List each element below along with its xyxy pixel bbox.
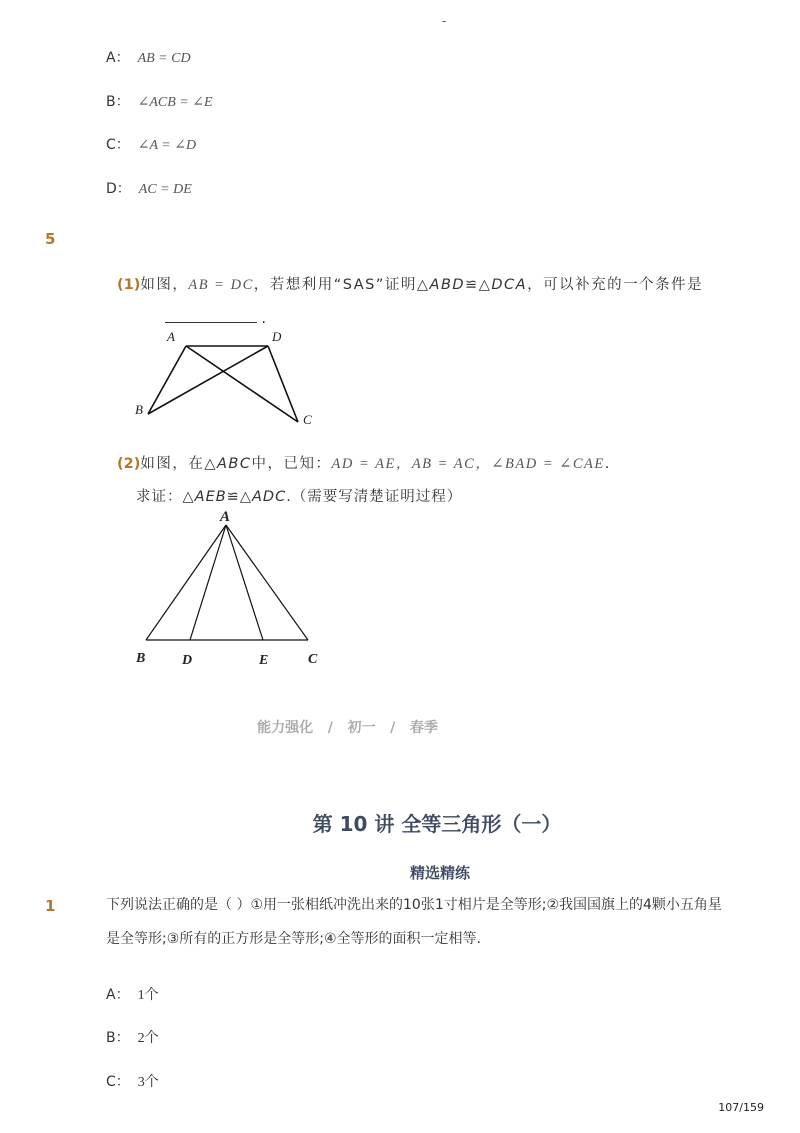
footer-text: 初一 bbox=[347, 720, 376, 736]
footer-text: 能力强化 bbox=[257, 720, 314, 736]
figure-triangle bbox=[128, 505, 328, 670]
label-d: D bbox=[182, 653, 193, 668]
option-label: A： bbox=[106, 987, 130, 1003]
option-text: 3个 bbox=[137, 1075, 159, 1090]
top-mark: - bbox=[442, 14, 447, 28]
page-number: 107/159 bbox=[718, 1101, 764, 1114]
text: . bbox=[604, 456, 611, 472]
math-expression: △ABD≌△DCA bbox=[416, 277, 528, 293]
option-text: 1个 bbox=[137, 988, 159, 1003]
text: .（需要写清楚证明过程） bbox=[286, 489, 463, 505]
text: . bbox=[261, 311, 266, 327]
option-label: B： bbox=[106, 1030, 130, 1046]
option-d bbox=[106, 178, 192, 198]
proof-requirement bbox=[136, 485, 462, 506]
figure-quadrilateral bbox=[130, 326, 330, 430]
question-text: 下列说法正确的是（ ）①用一张相纸冲洗出来的10张1寸相片是全等形;②我国国旗上的4颗小五角星是全等形;③所有的正方形是全等形;④全等形的面积一定相等. bbox=[106, 897, 722, 947]
question-number: 5 bbox=[45, 230, 56, 248]
answer-blank bbox=[165, 310, 266, 327]
text: 如图， bbox=[140, 277, 189, 293]
option-a bbox=[106, 47, 191, 67]
label-b: B bbox=[136, 651, 146, 666]
option-label: D： bbox=[106, 181, 131, 197]
text: 如图，在 bbox=[140, 456, 205, 472]
text: 求证： bbox=[136, 489, 183, 505]
math-expression: AD = AE，AB = AC，∠BAD = ∠CAE bbox=[331, 456, 605, 472]
option-b bbox=[106, 1027, 159, 1047]
page-footer bbox=[0, 717, 695, 737]
footer-separator: / bbox=[390, 720, 396, 736]
math-expression: △ABC bbox=[204, 456, 252, 472]
text: ，若想利用“SAS”证明 bbox=[253, 277, 417, 293]
text: ，可以补充的一个条件是 bbox=[527, 277, 704, 293]
option-label: B： bbox=[106, 94, 130, 110]
label-e: E bbox=[259, 653, 269, 668]
label-c: C bbox=[308, 652, 318, 667]
label-d: D bbox=[272, 329, 282, 344]
option-text: AB = CD bbox=[137, 51, 191, 66]
text: 中，已知： bbox=[251, 456, 332, 472]
option-c bbox=[106, 134, 196, 154]
option-label: A： bbox=[106, 50, 130, 66]
option-text: ∠ACB = ∠E bbox=[137, 95, 213, 110]
option-label: C： bbox=[106, 137, 130, 153]
math-expression: △AEB≌△ADC bbox=[182, 489, 287, 505]
lecture-title: 第 10 讲 全等三角形（一） bbox=[312, 812, 562, 836]
footer-text: 春季 bbox=[409, 720, 438, 736]
q5-part2-text bbox=[117, 452, 611, 473]
part-number: (1) bbox=[117, 277, 141, 293]
option-text: AC = DE bbox=[138, 182, 192, 197]
question-number: 1 bbox=[45, 897, 56, 915]
option-label: C： bbox=[106, 1074, 130, 1090]
label-b: B bbox=[135, 402, 143, 417]
q5-part1-text bbox=[117, 273, 703, 294]
label-c: C bbox=[303, 412, 312, 427]
blank-line bbox=[165, 310, 257, 323]
option-text: 2个 bbox=[137, 1031, 159, 1046]
footer-separator: / bbox=[327, 720, 333, 736]
option-c bbox=[106, 1071, 159, 1091]
part-number: (2) bbox=[117, 456, 141, 472]
option-text: ∠A = ∠D bbox=[137, 138, 197, 153]
math-expression: AB = DC bbox=[188, 277, 254, 293]
section-title: 精选精练 bbox=[409, 864, 470, 882]
label-a: A bbox=[167, 329, 175, 344]
option-b bbox=[106, 91, 213, 111]
label-a: A bbox=[220, 509, 231, 525]
option-a bbox=[106, 984, 159, 1004]
